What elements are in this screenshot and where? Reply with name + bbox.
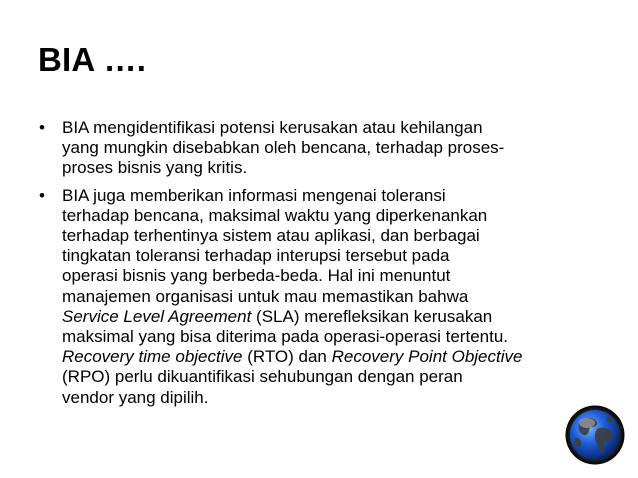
globe-highlight [579,418,595,428]
text-segment: tingkatan toleransi terhadap interupsi tersebut pada [62,246,450,266]
text-segment: terhadap terhentinya sistem atau aplikasi, dan berbagai [62,226,480,246]
text-segment: (RTO) dan [242,347,332,367]
italic-term: Recovery Point Objective [331,347,523,367]
text-line [62,367,613,387]
bullet-list [38,118,613,415]
text-segment: manajemen organisasi untuk mau memastikan bahwa [62,286,469,306]
bullet-dot: • [39,185,45,205]
text-line [62,388,613,408]
bullet-item [38,118,613,179]
text-line [62,226,613,246]
italic-term: Recovery time objective [62,347,243,367]
text-line [62,158,613,178]
text-line [62,327,613,347]
text-line [62,307,613,327]
text-line [62,186,613,206]
bullet-text [62,118,613,179]
text-line [62,246,613,266]
text-line [62,266,613,286]
text-segment: BIA juga memberikan informasi mengenai toleransi [62,185,446,205]
bullet-text [62,186,613,408]
text-segment: operasi bisnis yang berbeda-beda. Hal ini menuntut [62,266,451,286]
text-segment: proses bisnis yang kritis. [62,158,248,178]
text-segment: (RPO) perlu dikuantifikasi sehubungan dengan peran [62,367,463,387]
text-line [62,138,613,158]
text-line [62,118,613,138]
slide-title: BIA …. [38,41,147,78]
text-line [62,287,613,307]
text-segment: BIA mengidentifikasi potensi kerusakan atau kehilangan [62,118,483,137]
text-line [62,206,613,226]
bullet-dot: • [39,118,45,137]
globe-icon [565,405,625,465]
globe-ocean [570,410,620,460]
text-line [62,347,613,367]
text-segment: maksimal yang bisa diterima pada operasi-operasi tertentu. [62,327,509,347]
italic-term: Service Level Agreement [62,306,252,326]
text-segment: (SLA) merefleksikan kerusakan [251,306,493,326]
bullet-item [38,186,613,408]
text-segment: vendor yang dipilih. [62,387,209,407]
text-segment: terhadap bencana, maksimal waktu yang diperkenankan [62,205,488,225]
text-segment: yang mungkin disebabkan oleh bencana, terhadap proses- [62,138,505,158]
